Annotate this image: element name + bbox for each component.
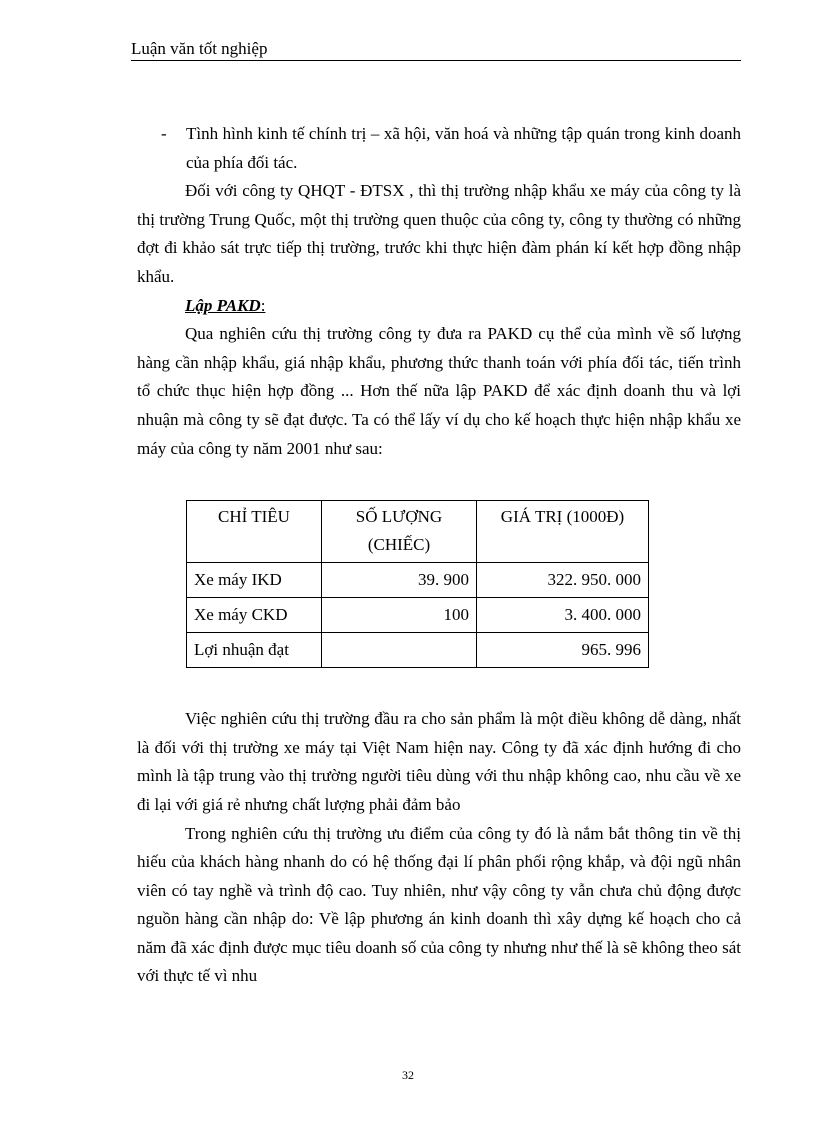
table-cell: 100 <box>322 598 477 633</box>
section-heading-colon: : <box>260 295 266 315</box>
table-cell: Xe máy IKD <box>187 563 322 598</box>
table-row <box>187 633 649 668</box>
running-header <box>131 39 741 61</box>
section-heading <box>137 292 741 321</box>
table-cell: 965. 996 <box>477 633 649 668</box>
paragraph-3: Việc nghiên cứu thị trường đầu ra cho sản phẩm là một điều không dễ dàng, nhất là đối với thị trường xe máy tại Việt Nam hiện nay. Công ty đã xác định hướng đi cho mình là tập trung vào thị trường người tiêu dùng với thu nhập không cao, nhu cầu về xe đi lại với giá rẻ nhưng chất lượng phải đảm bảo <box>137 709 741 814</box>
table-cell <box>322 633 477 668</box>
bullet-item <box>137 120 741 177</box>
header-cell-quantity: SỐ LƯỢNG (CHIẾC) <box>322 501 477 563</box>
import-plan-table <box>186 500 649 668</box>
table-cell: 39. 900 <box>322 563 477 598</box>
table-row <box>187 563 649 598</box>
paragraph-1: Đối với công ty QHQT - ĐTSX , thì thị trường nhập khẩu xe máy của công ty là thị trường Trung Quốc, một thị trường quen thuộc của công ty, công ty thường có những đợt đi khảo sát trực tiếp thị trường, trước khi thực hiện đàm phán kí kết hợp đồng nhập khẩu. <box>137 181 741 286</box>
header-cell-indicator: CHỈ TIÊU <box>187 501 322 563</box>
paragraph-4: Trong nghiên cứu thị trường ưu điểm của công ty đó là nắm bắt thông tin về thị hiếu của khách hàng nhanh do có hệ thống đại lí phân phối rộng khắp, và đội ngũ nhân viên có tay nghề và trình độ cao. Tuy nhiên, như vậy công ty vẫn chưa chủ động được nguồn hàng cần nhập do: Về lập phương án kinh doanh thì xây dựng kế hoạch cho cả năm đã xác định được mục tiêu doanh số của công ty nhưng như thế là sẽ không theo sát với thực tế vì nhu <box>137 823 741 986</box>
paragraph-2: Qua nghiên cứu thị trường công ty đưa ra PAKD cụ thể của mình về số lượng hàng cần nhập khẩu, giá nhập khẩu, phương thức thanh toán với phía đối tác, tiến trình tổ chức thục hiện hợp đồng ... Hơn thế nữa lập PAKD để xác định doanh thu và lợi nhuận mà công ty sẽ đạt được. Ta có thể lấy ví dụ cho kế hoạch thực hiện nhập khẩu xe máy của công ty năm 2001 như sau: <box>137 324 741 458</box>
table-header-row <box>187 501 649 563</box>
header-cell-value: GIÁ TRỊ (1000Đ) <box>477 501 649 563</box>
table-cell: 3. 400. 000 <box>477 598 649 633</box>
header-title: Luận văn tốt nghiệp <box>131 39 268 58</box>
section-heading-text: Lập PAKD <box>185 295 261 315</box>
page-number: 32 <box>402 1068 414 1082</box>
bullet-text: Tình hình kinh tế chính trị – xã hội, văn hoá và những tập quán trong kinh doanh của phía đối tác. <box>186 124 741 172</box>
page-body <box>137 120 741 991</box>
table-cell: Lợi nhuận đạt <box>187 633 322 668</box>
table-cell: Xe máy CKD <box>187 598 322 633</box>
table-cell: 322. 950. 000 <box>477 563 649 598</box>
bullet-dash: - <box>161 124 167 143</box>
table-row <box>187 598 649 633</box>
